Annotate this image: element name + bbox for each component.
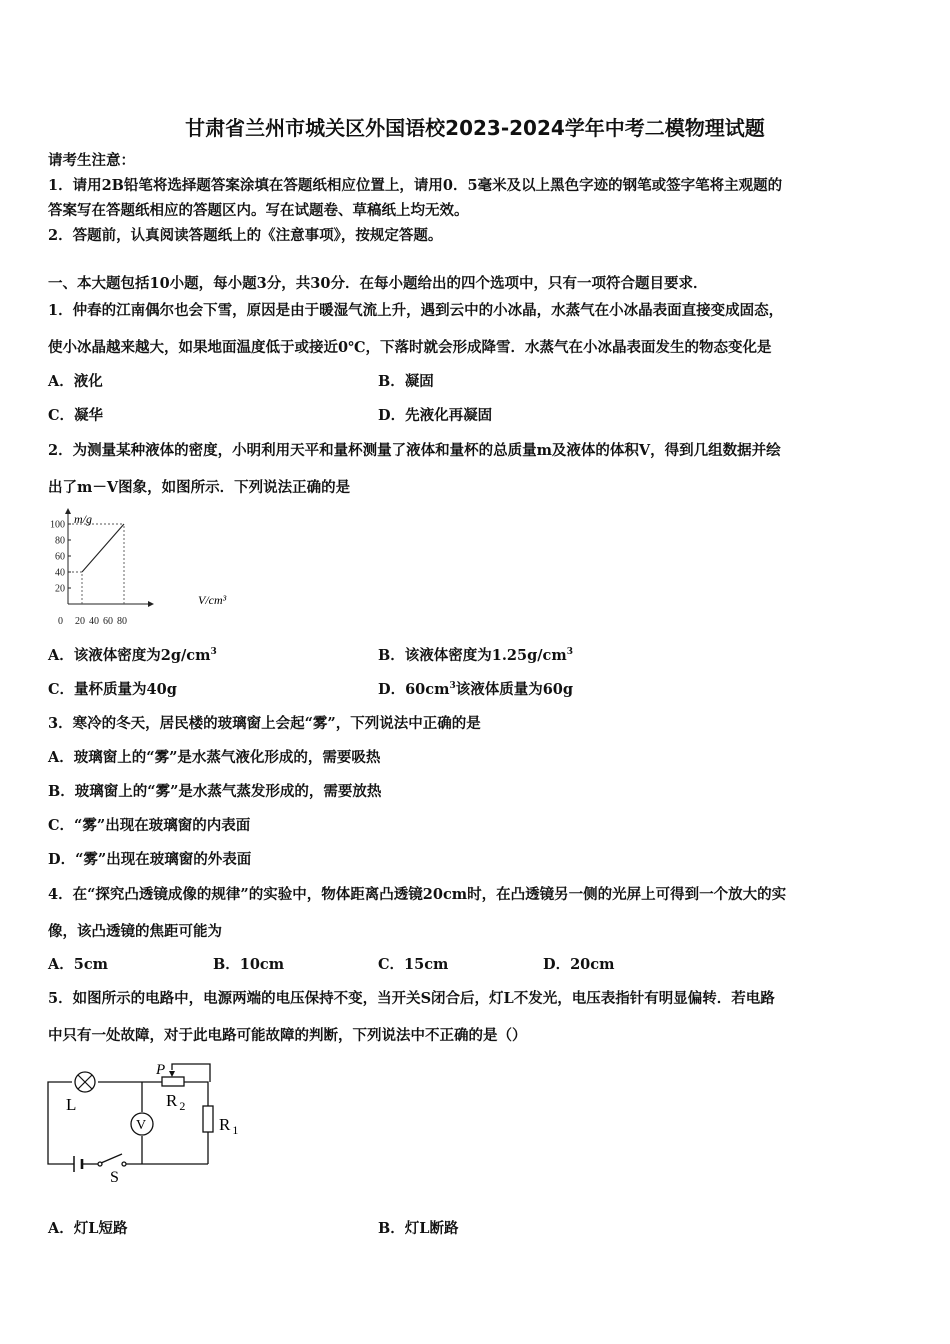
chart-y-tick-label: 40 [55,567,65,579]
notice-item-1: 1．请用2B铅笔将选择题答案涂填在答题纸相应位置上，请用0．5毫米及以上黑色字迹的钢笔或签字笔将主观题的 [48,177,783,194]
chart-series [82,524,124,572]
lamp-icon [75,1072,95,1092]
chart-x-tick-label: 0 [58,616,63,627]
chart-y-arrow [65,508,71,514]
q3-option-c: C．“雾”出现在玻璃窗的内表面 [48,817,251,834]
q2-option-a: A．该液体密度为$2g/cm^3$ [48,647,217,664]
q4-stem: 4．在“探究凸透镜成像的规律”的实验中，物体距离凸透镜20cm时，在凸透镜另一侧的光屏上可得到一个放大的实 [48,886,787,903]
q1-option-c: C．凝华 [48,407,104,424]
q1-option-b: B．凝固 [378,373,434,390]
notice-item-1-cont: 答案写在答题纸相应的答题区内。写在试题卷、草稿纸上均无效。 [48,202,469,219]
chart-x-tick-label: 20 [75,616,85,627]
slider-label: P [156,1062,166,1078]
chart-x-axis-label: V/cm³ [198,593,227,607]
q3-option-b: B．玻璃窗上的“雾”是水蒸气蒸发形成的，需要放热 [48,783,382,800]
q3-option-a: A．玻璃窗上的“雾”是水蒸气液化形成的，需要吸热 [48,749,381,766]
chart-x-tick-label: 60 [103,616,113,627]
r2-label: R $_2$ [166,1091,186,1113]
q5-stem-cont: 中只有一处故障，对于此电路可能故障的判断，下列说法中不正确的是（） [48,1027,527,1044]
q3-stem: 3．寒冷的冬天，居民楼的玻璃窗上会起“雾”，下列说法中正确的是 [48,715,481,732]
page-title: 甘肃省兰州市城关区外国语校2023-2024学年中考二模物理试题 [185,116,765,140]
q1-option-d: D．先液化再凝固 [378,407,493,424]
q5-option-b: B．灯L断路 [378,1220,459,1237]
lamp-label: L [66,1095,77,1114]
chart-y-tick-label: 60 [55,551,65,563]
switch-label: S [110,1169,119,1186]
q3-option-d: D．“雾”出现在玻璃窗的外表面 [48,851,252,868]
q2-option-b: B．该液体密度为$1.25g/cm^3$ [378,647,573,664]
chart-x-arrow [148,601,154,607]
q5-option-a: A．灯L短路 [48,1220,128,1237]
battery-icon [74,1156,82,1172]
chart-series-line [82,524,124,572]
chart-y-tick-label: 80 [55,535,65,547]
chart-y-axis-label: m/g [74,512,92,526]
q2-stem: 2．为测量某种液体的密度，小明利用天平和量杯测量了液体和量杯的总质量m及液体的体积V，得到几组数据并绘 [48,442,781,459]
switch-icon [98,1154,126,1166]
notice-heading: 请考生注意： [48,152,135,169]
chart-x-tick-label: 40 [89,616,99,627]
chart-x-tick-label: 80 [117,616,127,627]
q1-option-a: A．液化 [48,373,103,390]
chart-guides [68,524,124,604]
q4-option-d: D．20cm [543,956,615,973]
m-v-chart [44,506,240,630]
q5-stem: 5．如图所示的电路中，电源两端的电压保持不变，当开关S闭合后，灯L不发光，电压表指针有明显偏转．若电路 [48,990,775,1007]
notice-item-2: 2．答题前，认真阅读答题纸上的《注意事项》，按规定答题。 [48,227,443,244]
q1-stem: 1．仲春的江南偶尔也会下雪，原因是由于暖湿气流上升，遇到云中的小冰晶，水蒸气在小冰晶表面直接变成固态， [48,302,784,319]
r1-label: R $_1$ [219,1115,239,1137]
rheostat-icon [162,1071,184,1086]
q4-option-a: A．5cm [48,956,109,973]
q2-option-c: C．量杯质量为40g [48,681,177,698]
resistor-icon [203,1106,213,1132]
q2-stem-cont: 出了m－V图象，如图所示．下列说法正确的是 [48,479,351,496]
q4-option-c: C．15cm [378,956,449,973]
q1-stem-cont: 使小冰晶越来越大，如果地面温度低于或接近0℃，下落时就会形成降雪．水蒸气在小冰晶表面发生的物态变化是 [48,339,772,356]
chart-ticks [50,520,127,628]
chart-y-tick-label: 20 [55,583,65,595]
voltmeter-label: V [136,1118,147,1133]
q4-option-b: B．10cm [213,956,285,973]
chart-y-tick-label: 100 [50,519,65,531]
q2-option-d: D．$60cm^3$该液体质量为60g [378,681,574,698]
section-heading: 一、本大题包括10小题，每小题3分，共30分．在每小题给出的四个选项中，只有一项符合题目要求． [48,275,708,292]
circuit-wires [48,1064,210,1164]
circuit-diagram [44,1058,254,1188]
q4-stem-cont: 像，该凸透镜的焦距可能为 [48,923,222,940]
